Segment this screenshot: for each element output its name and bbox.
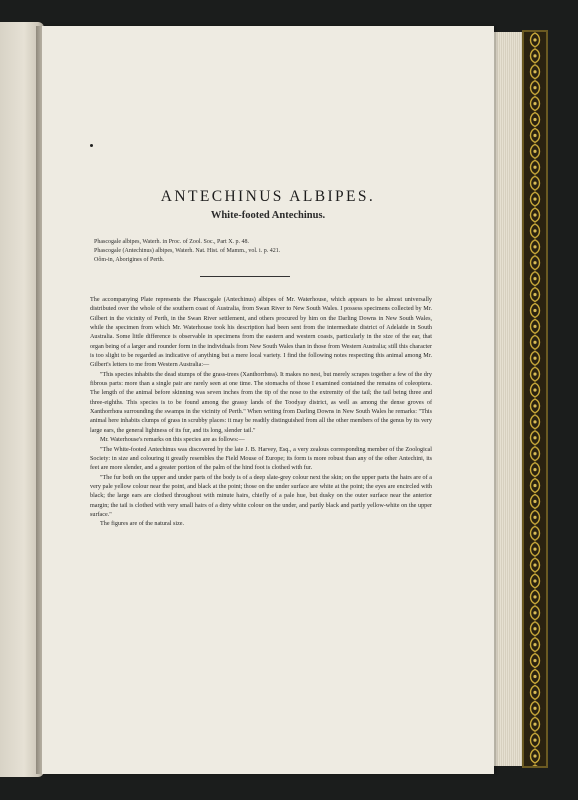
paragraph: The figures are of the natural size.: [100, 521, 185, 528]
paragraph: "The White-footed Antechinus was discovered by the late J. B. Harvey, Esq., a very zealous corresponding member of the Zoological Society: in size and colouring it greatly resembles the Field Mouse of Europe; its form is more robust than any of the other Antechini, its feet are more slender, and a greater portion of the palm of the hind foot is clothed with fur.: [90, 446, 432, 472]
synonym-entry: Oôm-in, Aborigines of Perth.: [94, 257, 165, 264]
paragraph: "The fur both on the upper and under parts of the body is of a deep slate-grey colour next the skin; on the upper parts the hairs are of a very pale yellow colour near the point, and black at the point; those on the under surface are white at the point; the eyes are encircled with black; the large ears are clothed throughout with minute hairs, chiefly of a pale hue, but dusky on the outer surface near the anterior margin; the tail is clothed with very small hairs of a dirty white colour on the under, and partly black and partly yellow-white on the upper surface.": [90, 474, 432, 518]
divider-rule: [200, 276, 290, 277]
paragraph: Mr. Waterhouse's remarks on this species are as follows:—: [100, 437, 245, 444]
synonym-entry: Phascogale (Antechinus) albipes, Waterh. Nat. Hist. of Mamm., vol. i. p. 421.: [94, 248, 281, 255]
gilt-book-edge: [522, 30, 548, 768]
page-subtitle: White-footed Antechinus.: [210, 210, 326, 221]
gilt-pattern-icon: [526, 32, 544, 766]
page-mark: [90, 144, 93, 147]
page-title: ANTECHINUS ALBIPES.: [160, 188, 376, 205]
paragraph: "This species inhabits the dead stumps of the grass-trees (Xanthorrhœa). It makes no nest, but merely scrapes together a few of the dry fibrous parts: more than a single pair are rarely seen at one time. The stomachs of those I examined contained the remains of coleoptera. The length of the animal before skinning was seven inches from the tip of the nose to the extremity of the tail; the tail being three and three-eighths. This species is to be found among the grassy lands of the Toodyay district, as well as among the dense groves of Xanthorrhœa surrounding the swamps in the vicinity of Perth." When writing from Darling Downs in New South Wales he remarks: "This animal here inhabits clumps of grass in scrubby places: it may be readily distinguished from all the other members of the genus by its very large ears, the general lightness of its fur, and its long, slender tail.": [90, 371, 432, 434]
page-stack-edge: [490, 32, 524, 766]
body-text: [90, 296, 432, 530]
synonymy-list: [94, 238, 434, 266]
paragraph: The accompanying Plate represents the Phascogale (Antechinus) albipes of Mr. Waterhouse, which appears to be almost universally distributed over the whole of the southern coast of Australia, from Swan River to New South Wales. I possess specimens collected by Mr. Gilbert in the vicinity of Perth, in the Swan River settlement, and others procured by him on the Darling Downs in New South Wales, while the specimen from which Mr. Waterhouse took his description had been sent from the intermediate district of Adelaide in South Australia. Some little difference is observable in specimens from the eastern and western coasts, particularly in the size of the ear, that organ being of a larger and rounder form in the individuals from New South Wales than in those from Western Australia; still this character is too slight to be regarded as indicative of anything but a mere local variety. I find the following notes respecting this animal among Mr. Gilbert's letters to me from Western Australia:—: [90, 297, 432, 369]
book-page: [42, 26, 494, 774]
synonym-entry: Phascogale albipes, Waterh. in Proc. of Zool. Soc., Part X. p. 48.: [94, 239, 250, 245]
